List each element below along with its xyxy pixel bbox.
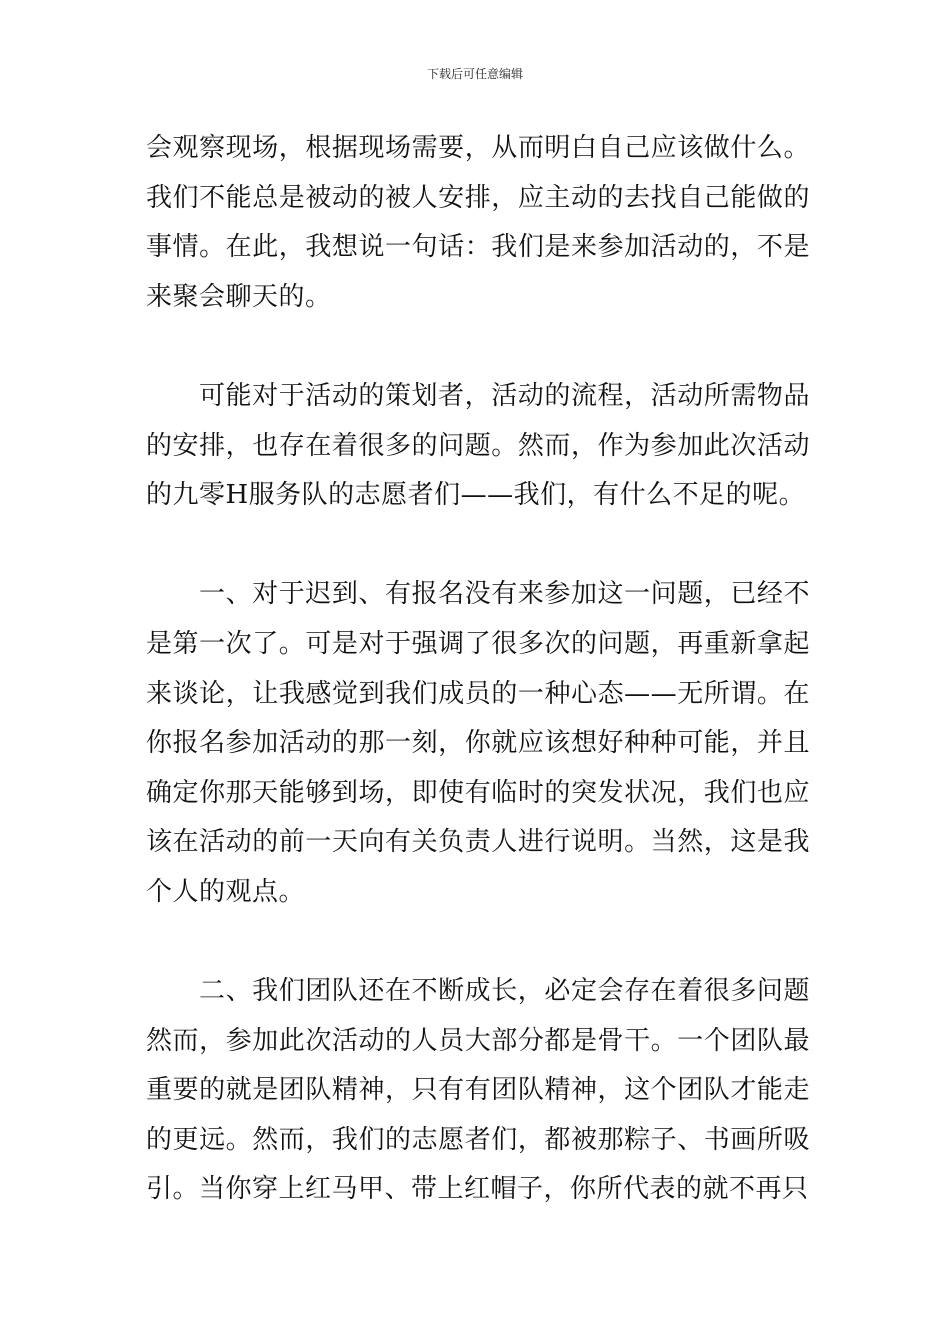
- page-header-note: 下载后可任意编辑: [426, 67, 523, 81]
- paragraph-organizer-issues: 可能对于活动的策划者，活动的流程，活动所需物品的安排，也存在着很多的问题。然而，作为参加此次活动的九零H服务队的志愿者们——我们，有什么不足的呢。: [146, 380, 810, 511]
- document-body: [146, 124, 810, 1215]
- paragraph-gap: [146, 521, 810, 571]
- paragraph-point-two: 二、我们团队还在不断成长，必定会存在着很多问题然而，参加此次活动的人员大部分都是骨干。一个团队最重要的就是团队精神，只有有团队精神，这个团队才能走的更远。然而，我们的志愿者们，都被那粽子、书画所吸引。当你穿上红马甲、带上红帽子，你所代表的就不再只: [146, 976, 810, 1205]
- paragraph-gap: [146, 918, 810, 968]
- paragraph-gap: [146, 322, 810, 372]
- paragraph-point-one: 一、对于迟到、有报名没有来参加这一问题，已经不是第一次了。可是对于强调了很多次的问题，再重新拿起来谈论，让我感觉到我们成员的一种心态——无所谓。在你报名参加活动的那一刻，你就应该想好种种可能，并且确定你那天能够到场，即使有临时的突发状况，我们也应该在活动的前一天向有关负责人进行说明。当然，这是我个人的观点。: [146, 579, 810, 907]
- paragraph-continuation: 会观察现场，根据现场需要，从而明白自己应该做什么。我们不能总是被动的被人安排，应主动的去找自己能做的事情。在此，我想说一句话：我们是来参加活动的，不是来聚会聊天的。: [146, 133, 810, 312]
